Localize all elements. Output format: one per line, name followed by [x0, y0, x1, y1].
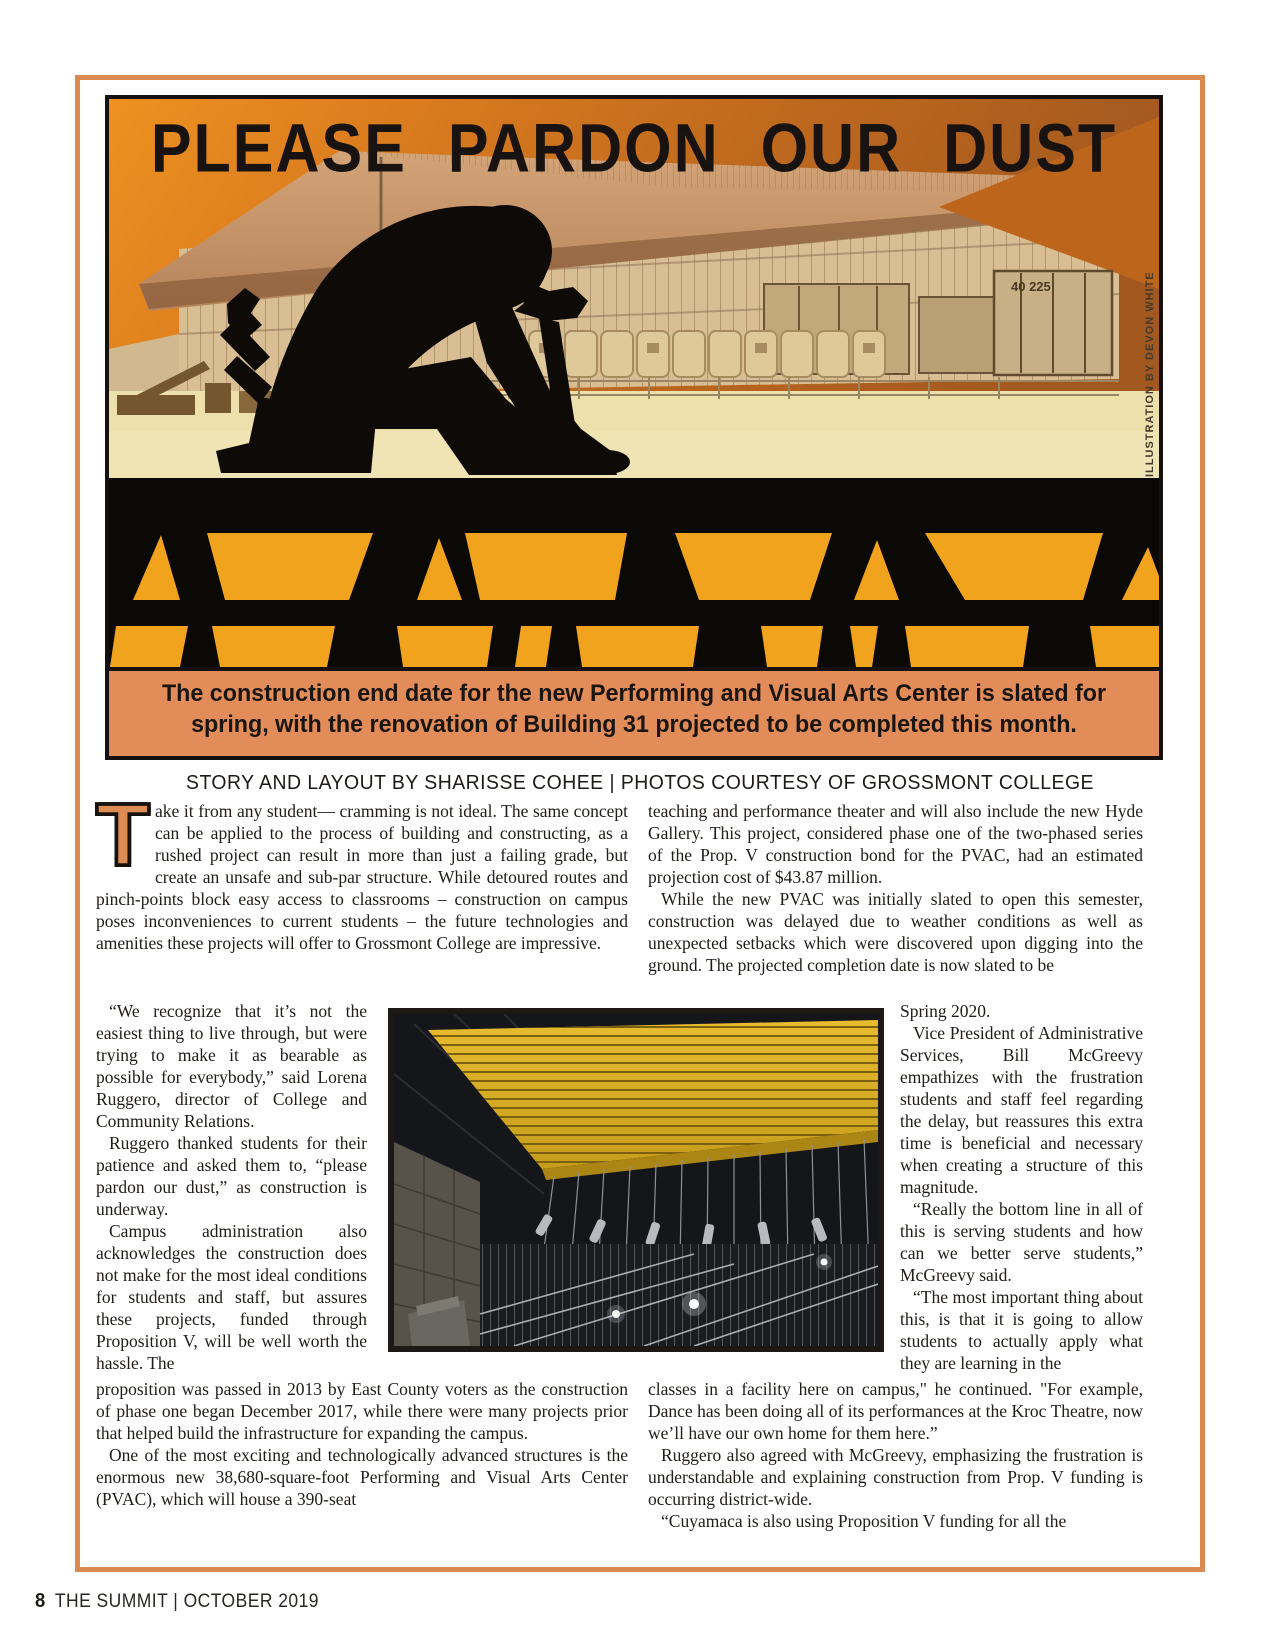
paragraph: proposition was passed in 2013 by East County voters as the construction of phase one began December 2017, while there were many projects prior that helped build the infrastructure for expanding the campus. [96, 1379, 628, 1443]
illustration-credit: ILLUSTRATION BY DEVON WHITE [1144, 271, 1156, 477]
article-right-narrow-column [900, 1000, 1143, 1374]
paragraph: While the new PVAC was initially slated to open this semester, construction was delayed due to weather conditions as well as unexpected setbacks which were discovered upon digging into the ground. The projected completion date is now slated to be [648, 889, 1143, 975]
drop-cap: T [96, 785, 150, 884]
paragraph: Spring 2020. [900, 1001, 991, 1021]
paragraph: Campus administration also acknowledges the construction does not make for the most ideal conditions for students and staff, but assures these projects, funded through Proposition V, will be well worth the hassle. The [96, 1221, 367, 1373]
page-number: 8 [35, 1590, 46, 1612]
paragraph: Ruggero also agreed with McGreevy, emphasizing the frustration is understandable and explaining construction from Prop. V funding is occurring district-wide. [648, 1445, 1143, 1509]
publication-name: THE SUMMIT | OCTOBER 2019 [54, 1591, 319, 1612]
article-right-bottom-column [648, 1378, 1143, 1532]
hero-illustration [105, 95, 1163, 760]
paragraph [96, 785, 628, 954]
headline: PLEASE PARDON OUR DUST [150, 110, 1118, 187]
caption-line-2: spring, with the renovation of Building 31 projected to be completed this month. [191, 711, 1077, 738]
article-right-top-column [648, 800, 1143, 976]
paragraph: Ruggero thanked students for their patience and asked them to, “please pardon our dust,” as construction is underway. [96, 1133, 367, 1219]
hero-caption [109, 667, 1159, 756]
construction-photo [388, 1008, 884, 1352]
paragraph: “Cuyamaca is also using Proposition V funding for all the [661, 1511, 1067, 1531]
caption-line-1: The construction end date for the new Performing and Visual Arts Center is slated for [161, 680, 1107, 707]
paragraph: “Really the bottom line in all of this is serving students and how can we better serve students,” McGreevy said. [900, 1199, 1143, 1285]
paragraph: teaching and performance theater and will also include the new Hyde Gallery. This project, considered phase one of the two-phased series of the Prop. V construction bond for the PVAC, had an estimated projection cost of $43.87 million. [648, 801, 1143, 887]
paragraph: “We recognize that it’s not the easiest thing to live through, but were trying to make it as bearable as possible for everybody,” said Lorena Ruggero, director of College and Community Relations. [96, 1001, 367, 1131]
byline: STORY AND LAYOUT BY SHARISSE COHEE | PHOTOS COURTESY OF GROSSMONT COLLEGE [186, 772, 1094, 794]
article-left-bottom-column [96, 1378, 628, 1510]
barricade-shapes [109, 478, 1159, 667]
paragraph: “The most important thing about this, is that it is going to allow students to actually apply what they are learning in the [900, 1287, 1143, 1373]
page-footer [35, 1590, 319, 1613]
barricade-graphic [109, 478, 1159, 667]
intro-text: ake it from any student— cramming is not ideal. The same concept can be applied to the process of building and constructing, as a rushed project can result in more than just a failing grade, but create an unsafe and sub-par structure. While detoured routes and pinch-points block easy access to classrooms – construction on campus poses inconveniences to current students – the future technologies and amenities these projects will offer to Grossmont College are impressive. [96, 801, 628, 953]
theater-interior-graphic [394, 1014, 878, 1346]
container-number: 40 225 [1011, 279, 1051, 294]
article-left-narrow-column [96, 1000, 367, 1374]
article-intro-column [96, 785, 628, 954]
hero-photo [109, 99, 1159, 478]
paragraph: One of the most exciting and technologically advanced structures is the enormous new 38,680-square-foot Performing and Visual Arts Center (PVAC), which will house a 390-seat [96, 1445, 628, 1509]
paragraph: Vice President of Administrative Services, Bill McGreevy empathizes with the frustration students and staff feel regarding the delay, but reassures this extra time is beneficial and necessary when creating a structure of this magnitude. [900, 1023, 1143, 1197]
paragraph: classes in a facility here on campus," he continued. "For example, Dance has been doing all of its performances at the Kroc Theatre, now we’ll have our own home for them here.” [648, 1379, 1143, 1443]
